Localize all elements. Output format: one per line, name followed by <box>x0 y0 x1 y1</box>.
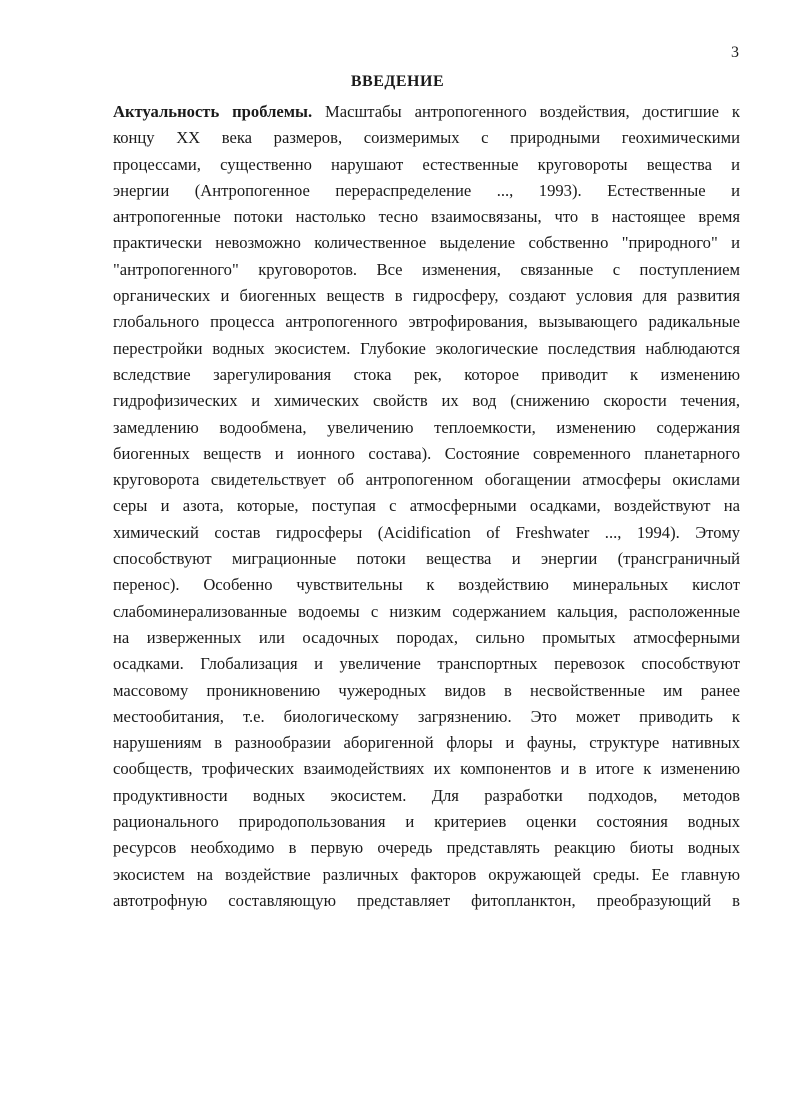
paragraph-line: энергии (Антропогенное перераспределение ..., 1993). Естественные и <box>113 180 740 200</box>
paragraph-line: антропогенные потоки настолько тесно взаимосвязаны, что в настоящее время <box>113 207 740 227</box>
paragraph-line: слабоминерализованные водоемы с низким содержанием кальция, расположенные <box>113 601 740 621</box>
paragraph-line: круговорота свидетельствует об антропогенном обогащении атмосферы окислами <box>113 470 740 490</box>
paragraph-line: концу XX века размеров, соизмеримых с природными геохимическими <box>113 128 740 148</box>
paragraph-line: химический состав гидросферы (Acidification of Freshwater ..., 1994). Этому <box>113 522 740 542</box>
body-paragraph <box>113 99 740 914</box>
paragraph-line: замедлению водообмена, увеличению теплоемкости, изменению содержания <box>113 417 740 437</box>
paragraph-line: гидрофизических и химических свойств их вод (снижению скорости течения, <box>113 391 740 411</box>
first-line-text: Масштабы антропогенного воздействия, достигшие к <box>325 102 740 121</box>
paragraph-line: практически невозможно количественное выделение собственно "природного" и <box>113 233 740 253</box>
paragraph-line: экосистем на воздействие различных факторов окружающей среды. Ее главную <box>113 864 740 884</box>
paragraph-line: нарушениям в разнообразии аборигенной флоры и фауны, структуре нативных <box>113 733 740 753</box>
paragraph-line: биогенных веществ и ионного состава). Состояние современного планетарного <box>113 443 740 463</box>
paragraph-line: местообитания, т.е. биологическому загрязнению. Это может приводить к <box>113 706 740 726</box>
paragraph-line: продуктивности водных экосистем. Для разработки подходов, методов <box>113 785 740 805</box>
page-number: 3 <box>731 44 739 61</box>
paragraph-line: рационального природопользования и критериев оценки состояния водных <box>113 812 740 832</box>
paragraph-line: "антропогенного" круговоротов. Все изменения, связанные с поступлением <box>113 259 740 279</box>
page-title: ВВЕДЕНИЕ <box>350 73 445 90</box>
paragraph-line: ресурсов необходимо в первую очередь представлять реакцию биоты водных <box>113 838 740 858</box>
lead-phrase: Актуальность проблемы. <box>113 102 313 121</box>
paragraph-line: массовому проникновению чужеродных видов в несвойственные им ранее <box>113 680 740 700</box>
paragraph-line: на изверженных или осадочных породах, сильно промытых атмосферными <box>113 627 740 647</box>
paragraph-first-line <box>113 99 740 125</box>
paragraph-line: способствуют миграционные потоки вещества и энергии (трансграничный <box>113 549 740 569</box>
paragraph-line: процессами, существенно нарушают естественные круговороты вещества и <box>113 154 740 174</box>
paragraph-line: автотрофную составляющую представляет фитопланктон, преобразующий в <box>113 890 740 910</box>
paragraph-line: вследствие зарегулирования стока рек, которое приводит к изменению <box>113 364 740 384</box>
paragraph-line: органических и биогенных веществ в гидросферу, создают условия для развития <box>113 286 740 306</box>
paragraph-line: перенос). Особенно чувствительны к воздействию минеральных кислот <box>113 575 740 595</box>
paragraph-line: осадками. Глобализация и увеличение транспортных перевозок способствуют <box>113 654 740 674</box>
paragraph-line: перестройки водных экосистем. Глубокие экологические последствия наблюдаются <box>113 338 740 358</box>
paragraph-line: сообществ, трофических взаимодействиях их компонентов и в итоге к изменению <box>113 759 740 779</box>
paragraph-line: серы и азота, которые, поступая с атмосферными осадками, воздействуют на <box>113 496 740 516</box>
paragraph-line: глобального процесса антропогенного эвтрофирования, вызывающего радикальные <box>113 312 740 332</box>
